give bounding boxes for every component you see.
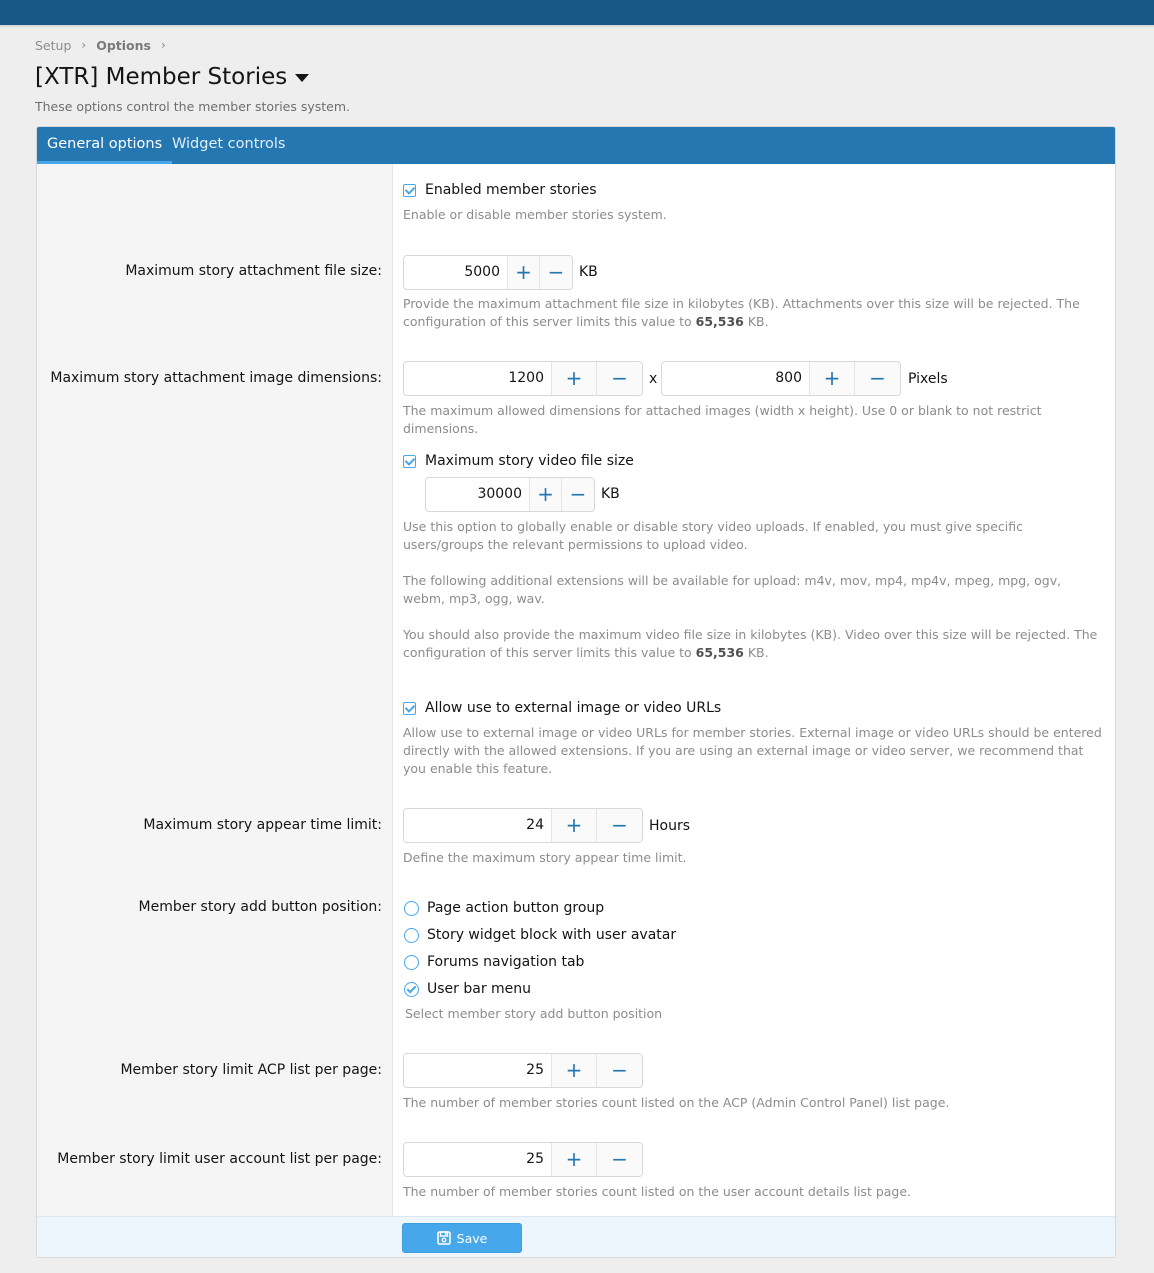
- enabled-stories-hint: Enable or disable member stories system.: [403, 207, 667, 222]
- appear-time-unit: Hours: [649, 818, 691, 834]
- increment-button[interactable]: +: [552, 1054, 597, 1087]
- radio-label: User bar menu: [427, 981, 532, 997]
- dimension-separator: x: [649, 371, 658, 387]
- radio-forums-navigation-tab[interactable]: [404, 953, 584, 971]
- attachment-size-hint: [403, 295, 1103, 331]
- labels-column: [37, 164, 393, 1216]
- external-urls-checkbox[interactable]: [403, 699, 721, 717]
- attachment-size-input[interactable]: 5000: [404, 256, 508, 289]
- decrement-button[interactable]: −: [597, 1143, 642, 1176]
- form-footer: [37, 1216, 1115, 1258]
- video-size-checkbox[interactable]: [403, 452, 634, 470]
- chevron-right-icon: ›: [81, 38, 87, 52]
- video-size-unit: KB: [601, 486, 620, 502]
- attachment-size-unit: KB: [579, 264, 598, 280]
- increment-button[interactable]: +: [810, 362, 855, 395]
- radio-story-widget-block[interactable]: [404, 926, 676, 944]
- image-dimensions-hint: The maximum allowed dimensions for attached images (width x height). Use 0 or blank to not restrict dimensions.: [403, 403, 1042, 436]
- user-per-page-hint: The number of member stories count listed on the user account details list page.: [403, 1184, 912, 1199]
- video-size-label: Maximum story video file size: [425, 453, 634, 469]
- breadcrumb-options[interactable]: Options: [96, 37, 151, 53]
- image-dimensions-unit: Pixels: [908, 371, 948, 387]
- video-size-hint-2: The following additional extensions will be available for upload: m4v, mov, mp4, mp4v, mpeg, mpg, ogv, webm, mp3, ogg, wav.: [403, 573, 1062, 606]
- label-image-dimensions: Maximum story attachment image dimensions:: [50, 370, 382, 386]
- increment-button[interactable]: +: [508, 256, 540, 289]
- breadcrumb-setup[interactable]: Setup: [35, 37, 72, 53]
- chevron-right-icon: ›: [160, 38, 166, 52]
- user-per-page-stepper[interactable]: [403, 1142, 643, 1177]
- decrement-button[interactable]: −: [855, 362, 900, 395]
- topbar-shadow: [0, 25, 1154, 28]
- caret-down-icon[interactable]: [295, 74, 309, 82]
- radio-unchecked-icon[interactable]: [404, 955, 419, 970]
- increment-button[interactable]: +: [530, 478, 562, 511]
- checkbox-checked-icon[interactable]: [403, 184, 416, 197]
- decrement-button[interactable]: −: [597, 1054, 642, 1087]
- decrement-button[interactable]: −: [540, 256, 572, 289]
- video-size-hint-3: [403, 626, 1107, 662]
- label-acp-per-page: Member story limit ACP list per page:: [120, 1062, 382, 1078]
- video-size-input[interactable]: 30000: [426, 478, 530, 511]
- video-size-hint-1: Use this option to globally enable or disable story video uploads. If enabled, you must give specific users/groups the relevant permissions to upload video.: [403, 519, 1024, 552]
- page-description: These options control the member stories system.: [35, 99, 351, 114]
- radio-label: Page action button group: [427, 900, 605, 916]
- appear-time-stepper[interactable]: [403, 808, 643, 843]
- save-icon: [437, 1231, 451, 1245]
- add-button-position-hint: Select member story add button position: [405, 1006, 663, 1021]
- breadcrumb: [35, 37, 176, 53]
- label-attachment-size: Maximum story attachment file size:: [125, 263, 382, 279]
- radio-unchecked-icon[interactable]: [404, 928, 419, 943]
- checkbox-checked-icon[interactable]: [403, 702, 416, 715]
- increment-button[interactable]: +: [552, 362, 597, 395]
- decrement-button[interactable]: −: [562, 478, 594, 511]
- decrement-button[interactable]: −: [597, 362, 642, 395]
- checkbox-checked-icon[interactable]: [403, 455, 416, 468]
- label-appear-time: Maximum story appear time limit:: [143, 817, 382, 833]
- acp-per-page-hint: The number of member stories count listed on the ACP (Admin Control Panel) list page.: [403, 1095, 950, 1110]
- decrement-button[interactable]: −: [597, 809, 642, 842]
- attachment-size-stepper[interactable]: [403, 255, 573, 290]
- appear-time-hint: Define the maximum story appear time limit.: [403, 850, 687, 865]
- page-title[interactable]: [35, 62, 309, 92]
- image-height-stepper[interactable]: [661, 361, 901, 396]
- save-button-label: Save: [456, 1230, 488, 1246]
- enabled-stories-checkbox[interactable]: [403, 181, 597, 199]
- appear-time-input[interactable]: 24: [404, 809, 552, 842]
- image-width-stepper[interactable]: [403, 361, 643, 396]
- increment-button[interactable]: +: [552, 809, 597, 842]
- radio-unchecked-icon[interactable]: [404, 901, 419, 916]
- tab-bar: [37, 127, 1115, 164]
- image-height-input[interactable]: 800: [662, 362, 810, 395]
- tab-widget-controls[interactable]: Widget controls: [172, 136, 286, 152]
- user-per-page-input[interactable]: 25: [404, 1143, 552, 1176]
- page-title-text: [XTR] Member Stories: [35, 64, 288, 90]
- acp-per-page-stepper[interactable]: [403, 1053, 643, 1088]
- radio-page-action-button-group[interactable]: [404, 899, 604, 917]
- radio-label: Story widget block with user avatar: [427, 927, 677, 943]
- top-navigation-bar: [0, 0, 1154, 25]
- hint-limit: 65,536: [695, 645, 744, 660]
- radio-user-bar-menu[interactable]: [404, 980, 531, 998]
- save-button[interactable]: [402, 1223, 522, 1253]
- acp-per-page-input[interactable]: 25: [404, 1054, 552, 1087]
- hint-text: Provide the maximum attachment file size in kilobytes (KB). Attachments over this size will be rejected. The configuration of this server limits this value to: [403, 296, 1080, 329]
- label-user-per-page: Member story limit user account list per page:: [57, 1151, 382, 1167]
- label-add-button-position: Member story add button position:: [138, 899, 382, 915]
- radio-checked-icon[interactable]: [404, 982, 419, 997]
- hint-text: KB.: [743, 645, 769, 660]
- video-size-stepper[interactable]: [425, 477, 595, 512]
- hint-limit: 65,536: [695, 314, 744, 329]
- hint-text: You should also provide the maximum video file size in kilobytes (KB). Video over this size will be rejected. The configuration of this server limits this value to: [403, 627, 1098, 660]
- tab-general-options[interactable]: General options: [37, 127, 172, 164]
- image-width-input[interactable]: 1200: [404, 362, 552, 395]
- external-urls-hint: Allow use to external image or video URLs for member stories. External image or video URLs should be entered directly with the allowed extensions. If you are using an external image or video server, we recommend that you enable this feature.: [403, 725, 1102, 776]
- increment-button[interactable]: +: [552, 1143, 597, 1176]
- enabled-stories-label: Enabled member stories: [425, 182, 597, 198]
- options-panel: [36, 126, 1116, 1258]
- external-urls-label: Allow use to external image or video URLs: [425, 700, 722, 716]
- hint-text: KB.: [743, 314, 769, 329]
- radio-label: Forums navigation tab: [427, 954, 585, 970]
